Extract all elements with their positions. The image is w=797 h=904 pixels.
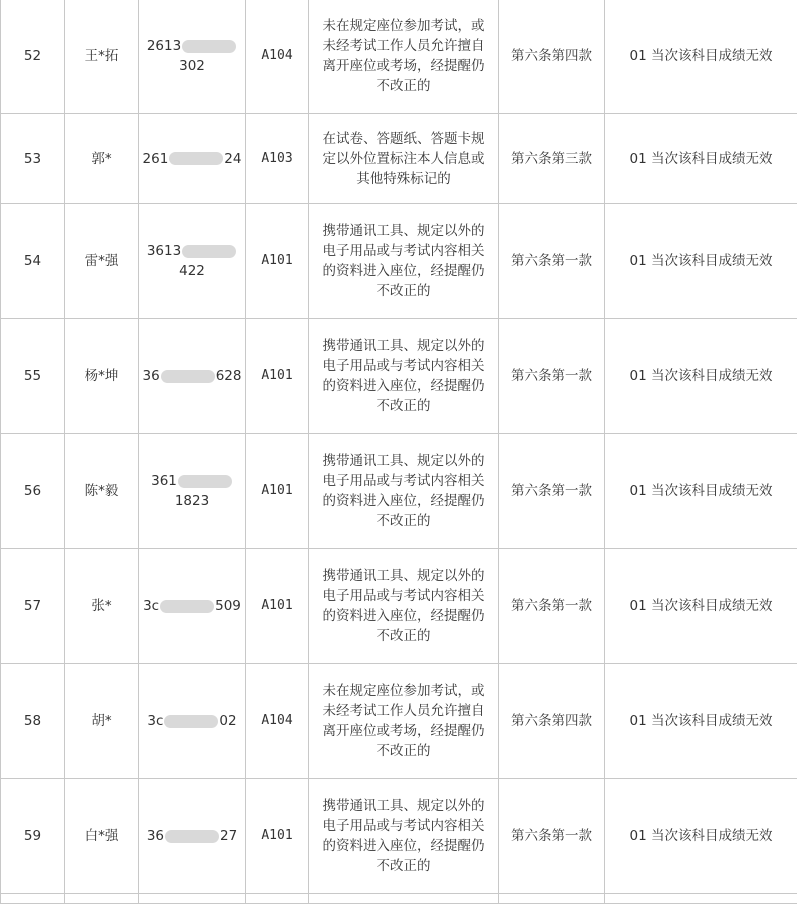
id-number [139, 664, 246, 779]
violation-reason [309, 204, 499, 319]
row-number: 54 [1, 204, 65, 319]
reason-line: 不改正的 [315, 76, 492, 96]
violation-reason [309, 549, 499, 664]
rule-clause: 第六条第一款 [499, 779, 605, 894]
candidate-name: 郭* [65, 114, 139, 204]
reason-line: 不改正的 [315, 511, 492, 531]
reason-line: 携带通讯工具、规定以外的 [315, 221, 492, 241]
room-code: A101 [246, 204, 309, 319]
reason-line: 离开座位或考场，经提醒仍 [315, 721, 492, 741]
rule-clause: 第六条第三款 [499, 114, 605, 204]
penalty: 01 当次该科目成绩无效 [605, 0, 797, 114]
redaction-mask [165, 830, 219, 843]
rule-clause: 第六条第一款 [499, 204, 605, 319]
penalty: 01 当次该科目成绩无效 [605, 204, 797, 319]
violation-reason [309, 319, 499, 434]
table-row [1, 664, 797, 779]
candidate-name: 张* [65, 549, 139, 664]
id-prefix: 3c [143, 598, 159, 614]
penalty: 01 当次该科目成绩无效 [605, 779, 797, 894]
id-number [139, 319, 246, 434]
violation-reason [309, 114, 499, 204]
candidate-name: 雷*强 [65, 204, 139, 319]
row-number: 56 [1, 434, 65, 549]
table-cell-partial [246, 894, 309, 904]
row-number: 53 [1, 114, 65, 204]
reason-line: 携带通讯工具、规定以外的 [315, 796, 492, 816]
candidate-name: 陈*毅 [65, 434, 139, 549]
reason-line: 不改正的 [315, 626, 492, 646]
redaction-mask [182, 40, 236, 53]
penalty: 01 当次该科目成绩无效 [605, 114, 797, 204]
reason-line: 电子用品或与考试内容相关 [315, 816, 492, 836]
id-prefix: 36 [143, 368, 160, 384]
candidate-name: 胡* [65, 664, 139, 779]
reason-line: 的资料进入座位，经提醒仍 [315, 836, 492, 856]
candidate-name: 杨*坤 [65, 319, 139, 434]
room-code: A101 [246, 549, 309, 664]
id-prefix: 3c [147, 713, 163, 729]
table-row [1, 114, 797, 204]
reason-line: 未经考试工作人员允许擅自 [315, 36, 492, 56]
reason-line: 不改正的 [315, 281, 492, 301]
table-row [1, 319, 797, 434]
table-row [1, 779, 797, 894]
penalty: 01 当次该科目成绩无效 [605, 434, 797, 549]
id-number [139, 114, 246, 204]
room-code: A101 [246, 434, 309, 549]
reason-line: 电子用品或与考试内容相关 [315, 356, 492, 376]
room-code: A104 [246, 0, 309, 114]
rule-clause: 第六条第一款 [499, 549, 605, 664]
table-row [1, 549, 797, 664]
table-row-partial [1, 894, 797, 904]
penalty: 01 当次该科目成绩无效 [605, 319, 797, 434]
violation-reason [309, 779, 499, 894]
reason-line: 携带通讯工具、规定以外的 [315, 566, 492, 586]
table-cell-partial [139, 894, 246, 904]
reason-line: 未经考试工作人员允许擅自 [315, 701, 492, 721]
table-cell-partial [499, 894, 605, 904]
reason-line: 电子用品或与考试内容相关 [315, 471, 492, 491]
room-code: A101 [246, 779, 309, 894]
violation-reason [309, 434, 499, 549]
id-number [139, 204, 246, 319]
id-prefix: 2613 [147, 38, 181, 54]
redaction-mask [161, 370, 215, 383]
reason-line: 未在规定座位参加考试，或 [315, 681, 492, 701]
reason-line: 不改正的 [315, 856, 492, 876]
redaction-mask [160, 600, 214, 613]
reason-line: 未在规定座位参加考试，或 [315, 16, 492, 36]
id-prefix: 261 [143, 151, 169, 167]
redaction-mask [182, 245, 236, 258]
table-row [1, 0, 797, 114]
reason-line: 的资料进入座位，经提醒仍 [315, 606, 492, 626]
candidate-name: 王*拓 [65, 0, 139, 114]
table-row [1, 434, 797, 549]
reason-line: 不改正的 [315, 741, 492, 761]
id-suffix: 27 [220, 828, 237, 844]
reason-line: 离开座位或考场，经提醒仍 [315, 56, 492, 76]
row-number: 55 [1, 319, 65, 434]
redaction-mask [169, 152, 223, 165]
id-suffix: 422 [179, 263, 205, 279]
table-cell-partial [605, 894, 797, 904]
table-cell-partial [309, 894, 499, 904]
id-suffix: 24 [224, 151, 241, 167]
id-number [139, 549, 246, 664]
candidate-name: 白*强 [65, 779, 139, 894]
violation-reason [309, 664, 499, 779]
room-code: A103 [246, 114, 309, 204]
reason-line: 的资料进入座位，经提醒仍 [315, 491, 492, 511]
id-suffix: 02 [219, 713, 236, 729]
id-number [139, 779, 246, 894]
row-number: 52 [1, 0, 65, 114]
reason-line: 携带通讯工具、规定以外的 [315, 336, 492, 356]
id-number [139, 0, 246, 114]
reason-line: 其他特殊标记的 [315, 169, 492, 189]
reason-line: 在试卷、答题纸、答题卡规 [315, 129, 492, 149]
id-number [139, 434, 246, 549]
id-prefix: 361 [151, 473, 177, 489]
rule-clause: 第六条第一款 [499, 319, 605, 434]
table-row [1, 204, 797, 319]
rule-clause: 第六条第四款 [499, 664, 605, 779]
reason-line: 电子用品或与考试内容相关 [315, 586, 492, 606]
id-suffix: 628 [216, 368, 242, 384]
reason-line: 的资料进入座位，经提醒仍 [315, 261, 492, 281]
penalty: 01 当次该科目成绩无效 [605, 549, 797, 664]
table-body [1, 0, 797, 904]
reason-line: 的资料进入座位，经提醒仍 [315, 376, 492, 396]
reason-line: 不改正的 [315, 396, 492, 416]
redaction-mask [178, 475, 232, 488]
violation-reason [309, 0, 499, 114]
rule-clause: 第六条第四款 [499, 0, 605, 114]
room-code: A101 [246, 319, 309, 434]
reason-line: 电子用品或与考试内容相关 [315, 241, 492, 261]
id-suffix: 1823 [175, 493, 209, 509]
table-cell-partial [65, 894, 139, 904]
row-number: 58 [1, 664, 65, 779]
row-number: 59 [1, 779, 65, 894]
room-code: A104 [246, 664, 309, 779]
id-suffix: 509 [215, 598, 241, 614]
redaction-mask [164, 715, 218, 728]
reason-line: 携带通讯工具、规定以外的 [315, 451, 492, 471]
row-number: 57 [1, 549, 65, 664]
table-cell-partial [1, 894, 65, 904]
id-prefix: 3613 [147, 243, 181, 259]
reason-line: 定以外位置标注本人信息或 [315, 149, 492, 169]
penalty: 01 当次该科目成绩无效 [605, 664, 797, 779]
id-prefix: 36 [147, 828, 164, 844]
rule-clause: 第六条第一款 [499, 434, 605, 549]
id-suffix: 302 [179, 58, 205, 74]
